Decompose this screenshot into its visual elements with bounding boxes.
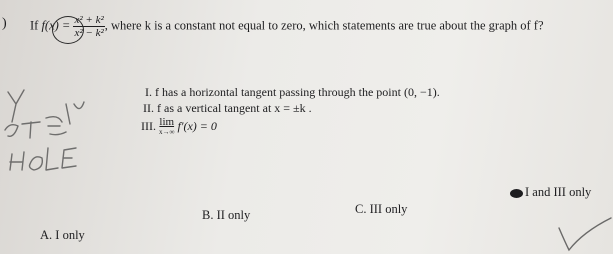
statement-2 <box>143 101 312 116</box>
choice-c[interactable]: C. III only <box>355 202 408 216</box>
statement-label: II. <box>143 101 154 115</box>
handwritten-checkmark <box>555 212 613 252</box>
statement-text: f′(x) = 0 <box>177 118 217 133</box>
function-lhs: f(x) = <box>41 18 71 33</box>
margin-mark: ) <box>2 16 7 31</box>
question-prefix: If <box>30 18 39 33</box>
statement-text: f as a vertical tangent at x = ±k . <box>157 101 312 115</box>
choice-a[interactable]: A. I only <box>40 228 85 242</box>
handwritten-notes <box>0 78 130 188</box>
fraction-denominator: x² − k² <box>74 27 104 39</box>
statement-label: III. <box>141 118 156 133</box>
limit-label: lim <box>159 116 175 128</box>
question-line <box>30 14 544 39</box>
statement-1 <box>145 85 440 100</box>
handwritten-circle <box>52 16 84 44</box>
choice-d-label: I and III only <box>525 185 592 199</box>
fraction-numerator: x² + k² <box>74 14 104 26</box>
choice-d[interactable] <box>510 185 591 200</box>
question-text: , where k is a constant not equal to zero, which statements are true about the graph of f? <box>104 18 544 33</box>
statement-3 <box>141 117 217 137</box>
selected-bubble <box>510 189 523 198</box>
statement-text: f has a horizontal tangent passing through the point (0, −1). <box>155 85 440 99</box>
statement-label: I. <box>145 85 152 99</box>
choice-b[interactable]: B. II only <box>202 208 251 222</box>
limit-subscript: x→∞ <box>159 128 175 136</box>
limit-operator <box>159 117 175 137</box>
